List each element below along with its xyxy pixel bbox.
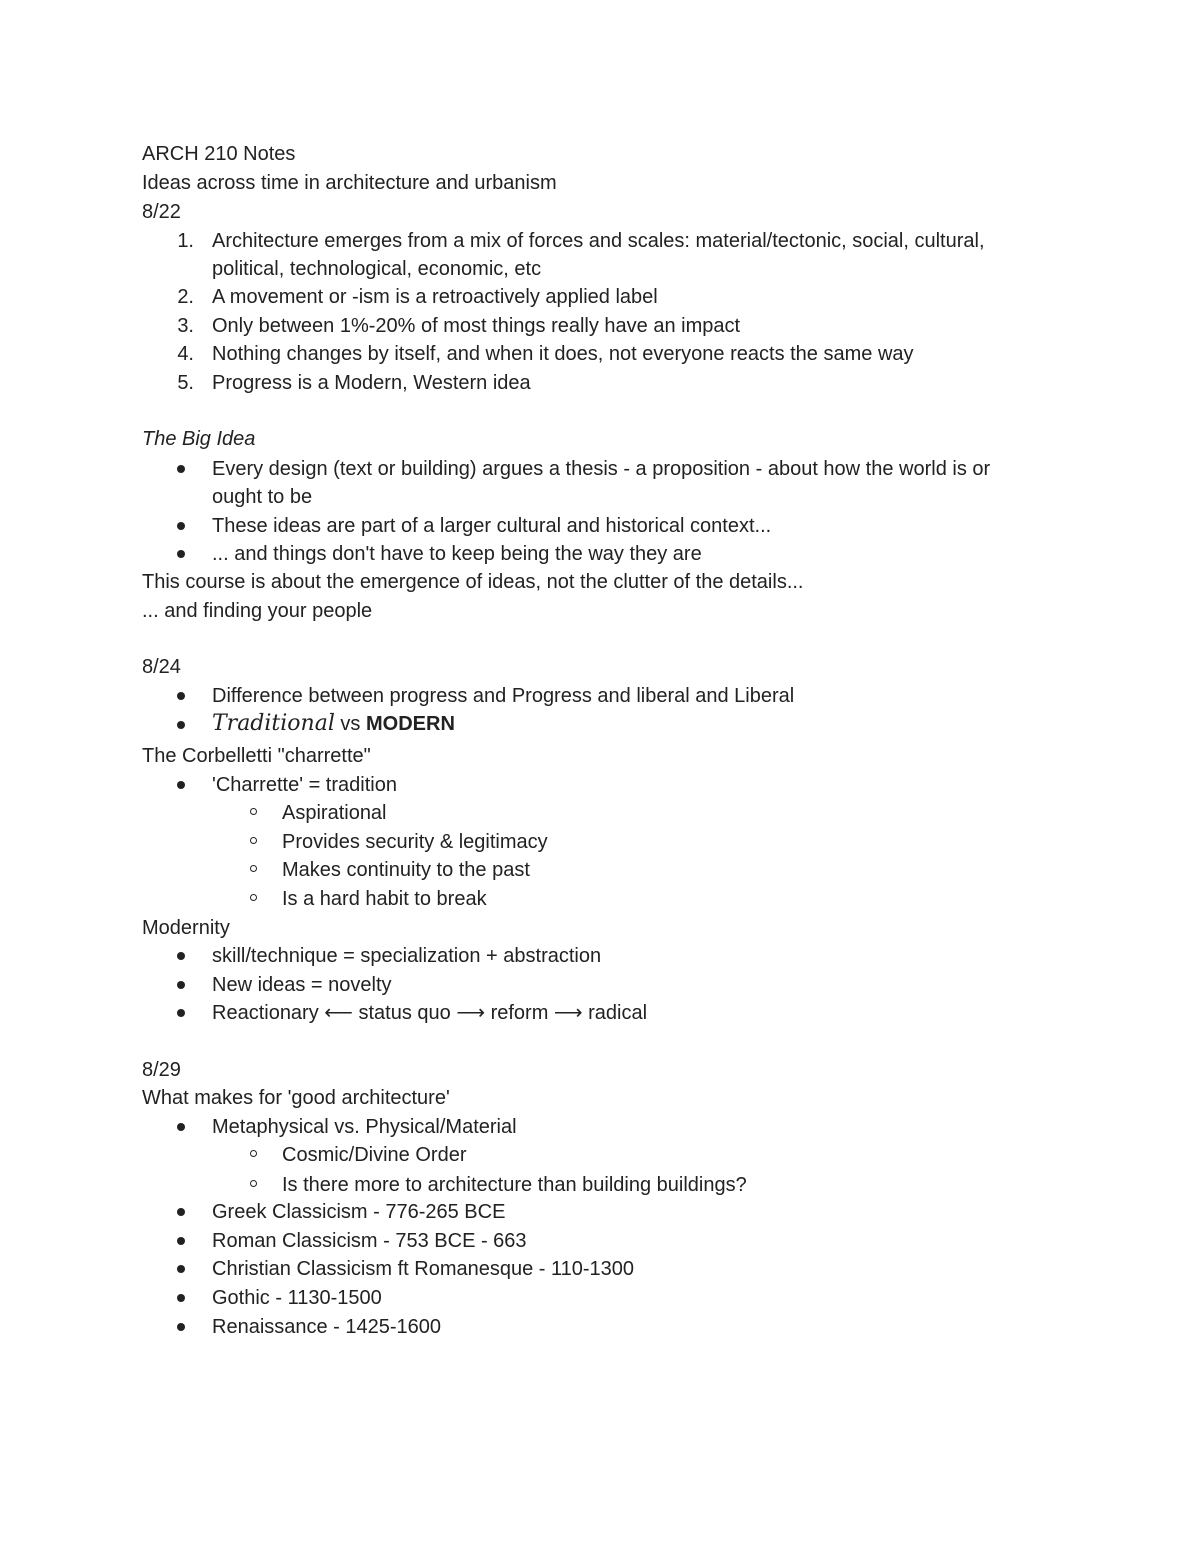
course-statement-continued: ... and finding your people [142,600,373,622]
sub-bullet-icon [250,894,257,901]
list-item-text: ... and things don't have to keep being the way they are [212,543,702,565]
bullet-icon [177,981,185,989]
bullet-icon [177,1123,185,1131]
period-item: Gothic - 1130-1500 [212,1287,382,1309]
list-item-text: New ideas = novelty [212,974,392,996]
date-heading-0829: 8/29 [142,1059,181,1081]
modern-label: MODERN [366,713,455,735]
list-item-text: Reactionary ⟵ status quo ⟶ reform ⟶ radical [212,1002,648,1024]
bullet-icon [177,1237,185,1245]
bullet-icon [177,692,185,700]
page-subtitle: Ideas across time in architecture and urbanism [142,172,557,194]
list-item-text: Architecture emerges from a mix of forces and scales: material/tectonic, social, cultural, [212,230,985,252]
list-item-text: Only between 1%-20% of most things really have an impact [212,315,741,337]
period-item: Roman Classicism - 753 BCE - 663 [212,1230,527,1252]
traditional-label: Traditional [212,711,335,736]
sublist-item-text: Aspirational [282,802,387,824]
list-item-text: 'Charrette' = tradition [212,774,397,796]
bullet-icon [177,1208,185,1216]
big-idea-heading: The Big Idea [142,428,256,450]
modernity-heading: Modernity [142,917,230,939]
list-item-text-continued: political, technological, economic, etc [212,258,542,280]
page-title: ARCH 210 Notes [142,143,296,165]
list-number: 3. [177,315,194,337]
sub-bullet-icon [250,865,257,872]
sublist-item-text: Is a hard habit to break [282,888,487,910]
list-item-text: These ideas are part of a larger cultural and historical context... [212,515,772,537]
good-architecture-heading: What makes for 'good architecture' [142,1087,450,1109]
list-number: 2. [177,286,194,308]
traditional-vs-modern [212,712,455,736]
list-item-text: skill/technique = specialization + abstraction [212,945,602,967]
list-item-text-continued: ought to be [212,486,313,508]
period-item: Christian Classicism ft Romanesque - 110-1300 [212,1258,635,1280]
list-number: 1. [177,230,194,252]
list-item-text: A movement or -ism is a retroactively applied label [212,286,658,308]
list-item-text: Every design (text or building) argues a thesis - a proposition - about how the world is or [212,458,991,480]
course-statement: This course is about the emergence of ideas, not the clutter of the details... [142,571,804,593]
sublist-item-text: Is there more to architecture than building buildings? [282,1174,747,1196]
sub-bullet-icon [250,1180,257,1187]
sublist-item-text: Cosmic/Divine Order [282,1144,467,1166]
sublist-item-text: Makes continuity to the past [282,859,530,881]
list-item-text: Difference between progress and Progress and liberal and Liberal [212,685,795,707]
bullet-icon [177,721,185,729]
list-item-text: Metaphysical vs. Physical/Material [212,1116,517,1138]
bullet-icon [177,465,185,473]
sub-bullet-icon [250,808,257,815]
vs-label: vs [334,713,366,735]
bullet-icon [177,1009,185,1017]
sub-bullet-icon [250,837,257,844]
period-item: Renaissance - 1425-1600 [212,1316,442,1338]
bullet-icon [177,1294,185,1302]
sublist-item-text: Provides security & legitimacy [282,831,548,853]
date-heading-0822: 8/22 [142,201,181,223]
bullet-icon [177,781,185,789]
bullet-icon [177,1265,185,1273]
list-item-text: Progress is a Modern, Western idea [212,372,531,394]
sub-bullet-icon [250,1150,257,1157]
bullet-icon [177,1323,185,1331]
bullet-icon [177,952,185,960]
list-item-text: Nothing changes by itself, and when it does, not everyone reacts the same way [212,343,914,365]
period-item: Greek Classicism - 776-265 BCE [212,1201,506,1223]
date-heading-0824: 8/24 [142,656,181,678]
bullet-icon [177,550,185,558]
list-number: 5. [177,372,194,394]
bullet-icon [177,522,185,530]
charrette-heading: The Corbelletti "charrette" [142,745,371,767]
list-number: 4. [177,343,194,365]
